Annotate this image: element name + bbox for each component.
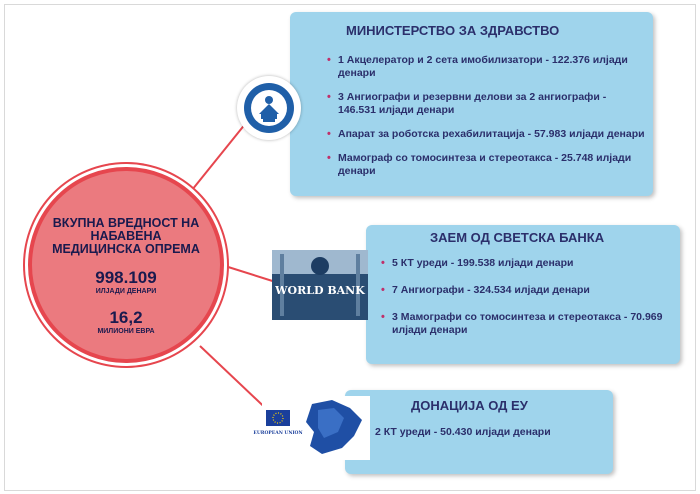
total-title: ВКУПНА ВРЕДНОСТ НА НАБАВЕНА МЕДИЦИНСКА ОПРЕМА <box>52 216 200 256</box>
worldbank-box <box>366 225 680 364</box>
worldbank-logo <box>272 250 368 320</box>
total-denars-unit: ИЛЈАДИ ДЕНАРИ <box>95 288 157 295</box>
total-euro-value: 16,2 <box>109 308 143 327</box>
list-item: • 3 Мамографи со томосинтеза и стереотакса - 70.969 илјади денари <box>380 311 676 337</box>
list-item: • 7 Ангиографи - 324.534 илјади денари <box>380 284 676 297</box>
list-item: • 1 Акцелератор и 2 сета имобилизатори - 122.376 илјади денари <box>326 54 646 80</box>
worldbank-logo-text: WORLD BANK <box>275 284 365 297</box>
total-euro-unit: МИЛИОНИ ЕВРА <box>97 328 155 335</box>
ministry-seal-logo <box>237 76 301 140</box>
list-item: • 3 Ангиографи и резервни делови за 2 ангиографи - 146.531 илјади денари <box>326 91 646 117</box>
ministry-title: МИНИСТЕРСТВО ЗА ЗДРАВСТВО <box>346 23 560 38</box>
total-denars-value: 998.109 <box>95 268 157 287</box>
list-item: • Мамограф со томосинтеза и стереотакса - 25.748 илјади денари <box>326 152 646 178</box>
eu-title: ДОНАЦИЈА ОД ЕУ <box>411 398 528 413</box>
list-item: • Апарат за роботска рехабилитација - 57.983 илјади денари <box>326 128 646 141</box>
eu-logo-text: EUROPEAN UNION <box>253 431 303 436</box>
eu-logo <box>253 396 370 460</box>
total-value-circle <box>28 167 224 363</box>
list-item: • 2 КТ уреди - 50.430 илјади денари <box>363 426 551 439</box>
eu-box <box>345 390 613 474</box>
ministry-box <box>290 12 653 196</box>
worldbank-title: ЗАЕМ ОД СВЕТСКА БАНКА <box>430 230 605 245</box>
list-item: • 5 КТ уреди - 199.538 илјади денари <box>380 257 676 270</box>
